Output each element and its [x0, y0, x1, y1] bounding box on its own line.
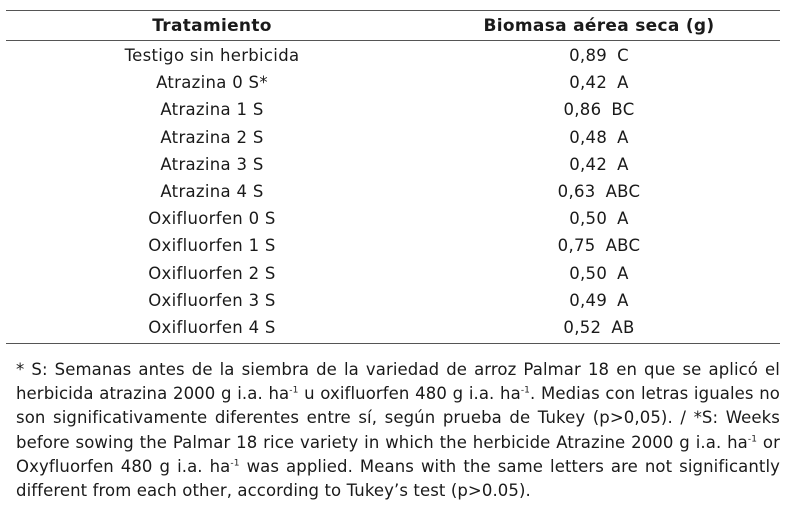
tukey-letters: A [617, 154, 629, 174]
row-treatment: Testigo sin herbicida [124, 46, 300, 66]
row-biomass [418, 155, 780, 174]
row-treatment: Atrazina 0 S* [156, 73, 268, 93]
footnote-sup-1: -1 [289, 385, 299, 396]
biomass-value: 0,42 [569, 154, 608, 174]
table-row [6, 287, 780, 314]
footnote-sup-3: -1 [747, 434, 758, 445]
row-treatment: Oxifluorfen 2 S [148, 263, 276, 283]
tukey-letters: A [617, 290, 629, 310]
footnote-text-3: . Medias con letras iguales no son significativamente diferentes entre sí, según prueba de Tukey (p>0,05). / *S: Weeks before sowing the Palmar 18 rice variety in which the herbicide Atrazine 2000 g i.a. ha [16, 384, 780, 452]
tukey-letters: ABC [605, 236, 641, 256]
tukey-letters: ABC [605, 182, 641, 202]
biomass-value: 0,63 [557, 182, 596, 202]
table-body [6, 41, 780, 343]
table-row [6, 232, 780, 259]
table-footnote [16, 358, 780, 503]
footnote-text-1: * S: Semanas antes de la siembra de la variedad de arroz Palmar 18 en que se aplicó el herbicida atrazina 2000 g i.a. ha [16, 360, 780, 404]
table-row [6, 151, 780, 178]
table-bottom-rule [6, 343, 780, 344]
header-biomass: Biomasa aérea seca (g) [483, 15, 715, 36]
footnote-sup-2: -1 [520, 385, 531, 396]
biomass-value: 0,89 [569, 46, 608, 66]
tukey-letters: AB [611, 317, 635, 337]
row-biomass [418, 291, 780, 310]
footnote-sup-4: -1 [230, 458, 240, 469]
row-biomass [418, 182, 780, 201]
tukey-letters: A [617, 263, 629, 283]
header-treatment: Tratamiento [152, 15, 272, 36]
row-biomass [418, 209, 780, 228]
biomass-value: 0,50 [569, 209, 608, 229]
biomass-value: 0,49 [569, 290, 608, 310]
tukey-letters: A [617, 209, 629, 229]
row-treatment: Oxifluorfen 4 S [148, 317, 276, 337]
row-biomass [418, 236, 780, 255]
row-treatment: Oxifluorfen 1 S [148, 236, 276, 256]
table-row [6, 205, 780, 232]
table-row [6, 314, 780, 341]
tukey-letters: A [617, 73, 629, 93]
table-row [6, 260, 780, 287]
table-header [6, 11, 780, 40]
tukey-letters: A [617, 127, 629, 147]
row-biomass [418, 318, 780, 337]
row-treatment: Atrazina 1 S [160, 100, 264, 120]
row-treatment: Atrazina 3 S [160, 154, 264, 174]
row-treatment: Atrazina 2 S [160, 127, 264, 147]
footnote-text-2: u oxifluorfen 480 g i.a. ha [298, 384, 521, 404]
row-treatment: Oxifluorfen 3 S [148, 290, 276, 310]
biomass-value: 0,75 [557, 236, 596, 256]
footnote-text-5: was applied. Means with the same letters are not significantly different from each other, according to Tukey’s test (p>0.05). [16, 456, 780, 501]
row-biomass [418, 128, 780, 147]
table-row [6, 96, 780, 123]
table-row [6, 42, 780, 69]
biomass-value: 0,42 [569, 73, 608, 93]
table-row [6, 69, 780, 96]
table-row [6, 124, 780, 151]
biomass-value: 0,86 [563, 100, 602, 120]
footnote-text-4: or Oxyfluorfen 480 g i.a. ha [16, 432, 780, 476]
row-biomass [418, 46, 780, 65]
row-treatment: Atrazina 4 S [160, 182, 264, 202]
biomass-value: 0,52 [563, 317, 602, 337]
tukey-letters: BC [611, 100, 635, 120]
row-biomass [418, 73, 780, 92]
table-row [6, 178, 780, 205]
row-treatment: Oxifluorfen 0 S [148, 209, 276, 229]
biomass-value: 0,50 [569, 263, 608, 283]
tukey-letters: C [617, 46, 629, 66]
row-biomass [418, 100, 780, 119]
row-biomass [418, 264, 780, 283]
results-table [6, 10, 780, 344]
biomass-value: 0,48 [569, 127, 608, 147]
